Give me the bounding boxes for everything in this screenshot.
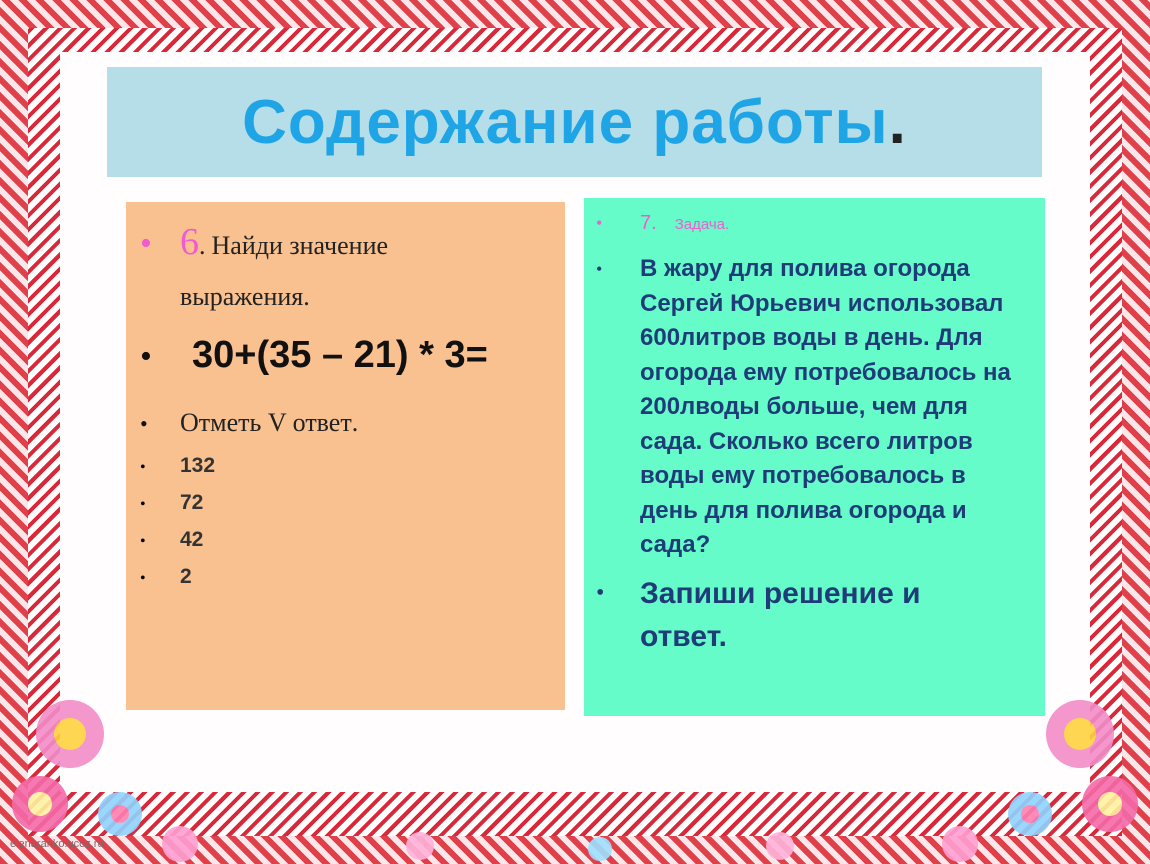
mark-answer-row — [140, 408, 358, 438]
task-6-text-line2-row — [180, 282, 310, 312]
title-dot: . — [888, 87, 907, 157]
instruction-line: Запиши решение и — [640, 577, 921, 610]
slide-title — [242, 87, 907, 158]
answer-option — [140, 454, 215, 478]
task-6-text-line1: Найди значение — [211, 231, 389, 260]
expression-row — [140, 334, 488, 377]
problem-line: воды ему потребовалось в — [640, 462, 966, 489]
bullet-icon: • — [140, 338, 152, 375]
answer-option — [140, 491, 203, 515]
bullet-icon: • — [140, 225, 152, 262]
task-6-text-line2: выражения — [180, 282, 304, 311]
instruction-row — [596, 572, 921, 658]
bullet-icon: • — [140, 533, 146, 550]
task-7-number: 7. — [640, 212, 657, 234]
watermark-text: elenaranko.ucoz.ru — [10, 838, 104, 850]
math-expression: 30+(35 – 21) * 3= — [192, 334, 488, 376]
task-6-number-dot: . — [199, 231, 206, 260]
bullet-icon: • — [140, 570, 146, 587]
answer-option-label: 2 — [180, 565, 192, 588]
bullet-icon: • — [140, 496, 146, 513]
task-6-number: 6 — [180, 221, 199, 263]
task-6-text-dot: . — [303, 282, 310, 311]
answer-option-label: 72 — [180, 491, 204, 514]
bullet-icon: • — [140, 459, 146, 476]
problem-line: В жару для полива огорода — [640, 255, 970, 282]
answer-option — [140, 528, 203, 552]
problem-line: 600литров воды в день. Для — [640, 324, 983, 351]
problem-line: сада? — [640, 531, 711, 558]
task-7-header — [596, 212, 729, 235]
mark-answer-dot: . — [351, 408, 359, 437]
problem-line: Сергей Юрьевич использовал — [640, 289, 1004, 317]
title-banner — [107, 67, 1042, 177]
problem-line: огорода ему потребовалось на — [640, 358, 1011, 386]
bullet-icon: • — [596, 259, 603, 279]
bullet-icon: • — [596, 213, 603, 233]
problem-line: 200лводы больше, чем для — [640, 393, 968, 420]
problem-text-row — [596, 252, 1011, 563]
bullet-icon: • — [596, 580, 605, 606]
instruction-line: ответ. — [640, 620, 727, 653]
answer-option-label: 132 — [180, 454, 216, 477]
problem-line: день для полива огорода и — [640, 496, 967, 524]
answer-option-label: 42 — [180, 528, 204, 551]
problem-text — [640, 252, 1011, 563]
task-7-panel — [584, 198, 1045, 716]
task-6-header — [140, 220, 388, 264]
problem-line: сада. Сколько всего литров — [640, 427, 973, 455]
task-6-panel — [126, 202, 565, 710]
title-text: Содержание работы — [242, 87, 889, 157]
bullet-icon: • — [140, 411, 148, 436]
answer-option — [140, 565, 192, 589]
instruction-text — [640, 572, 921, 658]
task-7-label: Задача. — [674, 216, 730, 233]
mark-answer-text: Отметь V ответ — [180, 408, 352, 437]
